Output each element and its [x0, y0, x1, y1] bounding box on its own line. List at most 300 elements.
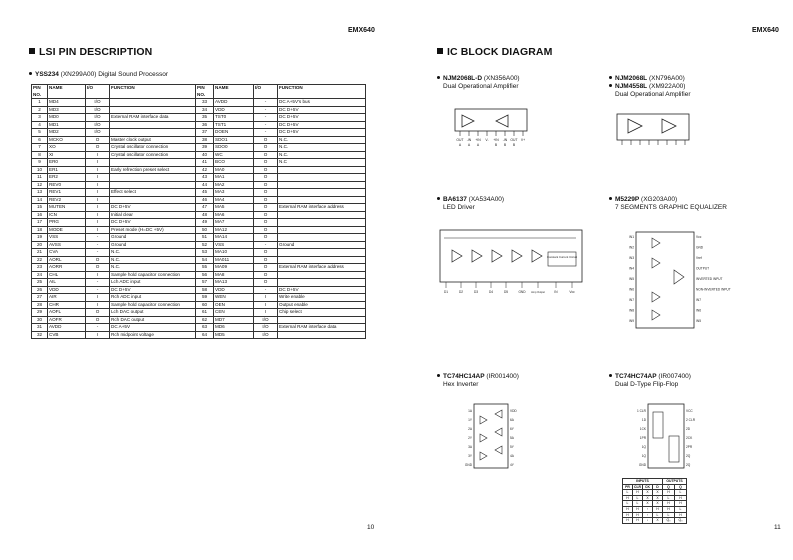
pin-label: GND — [696, 245, 704, 250]
pin-table-cell: AOFL — [48, 309, 86, 317]
pin-table-cell: N.C. — [110, 256, 196, 264]
left-section-title-text: LSI PIN DESCRIPTION — [39, 46, 153, 58]
pin-table-cell: AOFR — [48, 316, 86, 324]
pin-table-cell: O — [254, 166, 278, 174]
pin-table-cell: CVA — [48, 249, 86, 257]
pin-table-cell — [110, 106, 196, 114]
pin-table-cell: Output enable — [278, 301, 366, 309]
ic-caption-m5229p — [609, 196, 727, 212]
pin-table-cell: 3 — [32, 114, 48, 122]
pin-table-cell: I — [254, 301, 278, 309]
pin-sub-label: B — [512, 143, 516, 147]
pin-label: INVERTED INPUT — [696, 277, 723, 281]
pin-table-cell: O — [254, 174, 278, 182]
truth-table-cell: H — [663, 501, 675, 507]
truth-table-cell: X — [653, 495, 663, 501]
pin-label: OUT — [510, 138, 518, 142]
pin-table-cell: N.C. — [278, 144, 366, 152]
pin-table-cell — [278, 226, 366, 234]
pin-table-cell: O — [254, 271, 278, 279]
ic-caption-tc74hc74ap — [609, 373, 691, 389]
pin-table-cell: Chip select — [278, 309, 366, 317]
pin-table-cell: 53 — [196, 249, 214, 257]
pin-table-cell: AVSS — [48, 241, 86, 249]
pin-table-cell: OEN — [214, 301, 254, 309]
pin-label: 2A — [468, 427, 472, 431]
pin-table-cell: O — [254, 136, 278, 144]
ic-desc: LED Driver — [443, 204, 475, 211]
pin-label: IN3 — [629, 256, 634, 260]
pin-table-cell: O — [254, 151, 278, 159]
pin-table-cell: External RAM interface data — [110, 114, 196, 122]
truth-table — [622, 478, 687, 524]
ic-code: (XN356A00) — [483, 75, 520, 82]
pin-table-cell: 2 — [32, 106, 48, 114]
pin-table-cell: Ground — [110, 234, 196, 242]
pin-label: IN5 — [629, 277, 634, 281]
pin-label: 6A — [510, 418, 514, 422]
pin-label: 2Y — [468, 436, 472, 440]
pin-label: GND — [638, 463, 646, 467]
pin-table-cell: 55 — [196, 264, 214, 272]
pin-table-cell: Master clock output — [110, 136, 196, 144]
right-model-header: EMX640 — [752, 27, 779, 34]
truth-table-cell: L — [633, 501, 643, 507]
pin-table-cell: DC D+5V — [278, 114, 366, 122]
pin-table-cell: O — [86, 316, 110, 324]
pin-table-cell: 51 — [196, 234, 214, 242]
pin-table-cell: AORL — [48, 256, 86, 264]
pin-table-cell: 52 — [196, 241, 214, 249]
pin-table-cell — [278, 256, 366, 264]
bullet-icon — [437, 197, 440, 200]
bullet-icon — [609, 197, 612, 200]
left-model-header: EMX640 — [348, 27, 375, 34]
pin-table-cell: I — [254, 294, 278, 302]
truth-table-cell: X — [653, 501, 663, 507]
pin-table-cell: 56 — [196, 271, 214, 279]
truth-group-header: OUTPUTS — [663, 479, 687, 485]
pin-table-cell: 27 — [32, 294, 48, 302]
truth-table-cell: L — [675, 506, 687, 512]
pin-label: 2PR — [686, 445, 693, 449]
tc74hc14ap-diagram — [450, 402, 530, 472]
pin-table-cell: 8 — [32, 151, 48, 159]
left-section-title — [29, 46, 152, 58]
truth-table-cell: L — [675, 490, 687, 496]
truth-table-cell: H — [675, 495, 687, 501]
pin-table-cell: O — [254, 249, 278, 257]
pin-table-cell: N.C. — [278, 151, 366, 159]
ic-code: (XA534A00) — [468, 196, 505, 203]
pin-label: 2 CLR — [686, 418, 696, 422]
ic-caption-njm2068l — [609, 75, 691, 99]
pin-table-cell: MA3 — [214, 189, 254, 197]
inverter-5 — [495, 428, 502, 436]
truth-table-cell: H — [675, 501, 687, 507]
pin-table-row — [32, 256, 366, 264]
truth-col-header: CK — [643, 484, 653, 490]
header-cell: FUNCTION — [110, 85, 196, 99]
pin-table-cell: 5 — [32, 129, 48, 137]
buffer-2 — [652, 258, 660, 268]
truth-table-cell: ↑ — [643, 506, 653, 512]
pin-label: Vcc — [696, 235, 702, 239]
pin-label: GND — [518, 290, 526, 294]
pin-sub-label: B — [503, 143, 507, 147]
truth-table-cell: X — [643, 501, 653, 507]
pin-table-cell: ICN — [48, 211, 86, 219]
pin-label: D5 — [503, 290, 509, 294]
tc74hc74ap-diagram — [622, 402, 708, 472]
pin-table-row — [32, 121, 366, 129]
pin-label: D2 — [458, 290, 464, 294]
pin-table-cell: 59 — [196, 294, 214, 302]
pin-table-cell: External RAM interface data — [278, 324, 366, 332]
ic-name: NJM2068L-D — [443, 75, 483, 82]
ic-caption-tc74hc14ap — [437, 373, 519, 389]
pin-label: 1 CLR — [636, 409, 646, 413]
pin-table-cell: I/O — [86, 106, 110, 114]
pin-table-cell: AIL — [48, 279, 86, 287]
pin-sub-label: B — [494, 143, 498, 147]
truth-table-cell: X — [653, 518, 663, 524]
ic-name: TC74HC74AP — [615, 373, 657, 380]
truth-table-cell: L — [623, 490, 633, 496]
pin-table-cell: 60 — [196, 301, 214, 309]
pin-table-cell: DC A+5V's bus — [278, 99, 366, 107]
pin-table-cell: O — [254, 279, 278, 287]
pin-label: 2CK — [686, 436, 693, 440]
yss234-caption — [29, 71, 168, 79]
truth-col-header: PR — [623, 484, 633, 490]
pin-table-cell: Ground — [110, 241, 196, 249]
pin-table-cell: 37 — [196, 129, 214, 137]
pin-table-cell: O — [86, 309, 110, 317]
truth-table-cell: H — [623, 518, 633, 524]
pin-table-cell: 29 — [32, 309, 48, 317]
truth-table-cell: H — [663, 506, 675, 512]
pin-table-cell: - — [86, 234, 110, 242]
pin-table-cell: MCKO — [48, 136, 86, 144]
pin-table-cell: N.C — [278, 159, 366, 167]
pin-table-cell: DC D+5V — [278, 286, 366, 294]
comparator-3 — [492, 250, 502, 262]
truth-col-header: CLR — [634, 484, 641, 489]
pin-table-cell: 11 — [32, 174, 48, 182]
dual-opamp-schematic-2 — [614, 110, 694, 156]
pin-table-cell: 62 — [196, 316, 214, 324]
header-cell: I/O — [86, 85, 110, 99]
njm2068ld-diagram — [452, 105, 532, 153]
pin-table-cell: 10 — [32, 166, 48, 174]
ic-code: (XG203A00) — [641, 196, 678, 203]
pin-label: 1D — [641, 418, 646, 422]
pin-label: -IN — [502, 138, 508, 142]
pin-table-cell: O — [86, 144, 110, 152]
pin-table-row — [32, 286, 366, 294]
bullet-icon — [609, 84, 612, 87]
truth-table-cell: H — [623, 512, 633, 518]
pin-table-cell: Lch ADC input — [110, 279, 196, 287]
pin-table-cell: I — [86, 331, 110, 339]
pin-table-cell: MD2 — [48, 129, 86, 137]
pin-label: 2Q — [686, 463, 691, 467]
pin-table-cell — [110, 174, 196, 182]
pin-table-cell — [278, 166, 366, 174]
truth-table-cell: ↓ — [643, 518, 653, 524]
pin-table-row — [32, 144, 366, 152]
pin-table-cell: MA7 — [214, 219, 254, 227]
flip-flop-1 — [653, 412, 663, 438]
pin-label: VDD — [510, 409, 517, 413]
truth-table-cell: H — [675, 512, 687, 518]
pin-table-cell: ER2 — [48, 174, 86, 182]
pin-table-row — [32, 279, 366, 287]
pin-label: IN9 — [629, 319, 634, 323]
pin-label: GND — [464, 463, 472, 467]
pin-table-cell — [278, 234, 366, 242]
pin-table-header — [32, 85, 366, 99]
pin-table-cell: N.C. — [110, 249, 196, 257]
pin-table-cell — [110, 129, 196, 137]
opamp-a-symbol — [628, 119, 642, 133]
pin-label: 3Y — [468, 454, 472, 458]
ic-desc: Dual Operational Amplifier — [615, 91, 691, 98]
pin-table-cell: - — [86, 286, 110, 294]
opamp-b-symbol — [662, 119, 676, 133]
pin-table-cell: MD7 — [214, 316, 254, 324]
truth-col-header: Q — [675, 484, 687, 490]
pin-table-cell: TST0 — [214, 114, 254, 122]
pin-table-cell: MD0 — [48, 114, 86, 122]
header-cell: PIN NO. — [196, 85, 214, 99]
pin-label: 1Q — [641, 445, 646, 449]
pin-table-cell: VDD — [48, 286, 86, 294]
pin-table-row — [32, 234, 366, 242]
pin-table-cell: 9 — [32, 159, 48, 167]
pin-table-cell: Preset mode (H=DC +5V) — [110, 226, 196, 234]
truth-col-header: D — [653, 484, 663, 490]
bullet-icon — [29, 72, 32, 75]
pin-table-cell: CHR — [48, 301, 86, 309]
pin-label: NON-INVERTED INPUT — [696, 287, 731, 292]
truth-group-header: INPUTS — [623, 479, 663, 485]
pin-table-cell: 41 — [196, 159, 214, 167]
pin-table-cell: External RAM interface address — [278, 204, 366, 212]
truth-table-cell: Q₀ — [675, 518, 687, 524]
pin-table-cell: 16 — [32, 211, 48, 219]
pin-table-cell: WEN — [214, 294, 254, 302]
inverter-1 — [480, 416, 487, 424]
pin-table-cell: 24 — [32, 271, 48, 279]
pin-table-cell: I — [86, 159, 110, 167]
pin-label: 2Q — [686, 454, 691, 458]
buffer-3 — [652, 292, 660, 302]
pin-table-cell: VDD — [214, 106, 254, 114]
pin-table-cell: I — [86, 211, 110, 219]
pin-table-cell: REV1 — [48, 189, 86, 197]
ic-code-2: (XM922A00) — [648, 83, 686, 90]
pin-table-cell: AVDD — [214, 99, 254, 107]
pin-table-cell: 40 — [196, 151, 214, 159]
pin-table-row — [32, 324, 366, 332]
pin-table-cell: - — [254, 129, 278, 137]
truth-table-cell: H — [623, 506, 633, 512]
pin-table-cell: - — [86, 324, 110, 332]
square-bullet-icon — [29, 48, 35, 54]
pin-table-cell: - — [86, 249, 110, 257]
right-section-title-text: IC BLOCK DIAGRAM — [447, 46, 553, 58]
bullet-icon — [437, 76, 440, 79]
pin-table-cell: WC — [214, 151, 254, 159]
pin-table-cell: CEN — [214, 309, 254, 317]
ic-name: NJM2068L — [615, 75, 648, 82]
pin-table-cell: 26 — [32, 286, 48, 294]
pin-table-cell: DC D+5V — [278, 121, 366, 129]
bullet-icon — [609, 76, 612, 79]
pin-label: +IN — [493, 138, 499, 142]
pin-table-cell: O — [254, 204, 278, 212]
pin-table-cell: 19 — [32, 234, 48, 242]
pin-table-cell: MA6 — [214, 211, 254, 219]
pin-table-row — [32, 166, 366, 174]
buffer-4 — [652, 310, 660, 320]
inverter-6 — [495, 410, 502, 418]
pin-table-cell: O — [254, 159, 278, 167]
pin-table-cell: DC D+5V — [110, 204, 196, 212]
pin-label: V+ — [520, 138, 526, 142]
ic-code: (XN796A00) — [648, 75, 685, 82]
truth-table-cell: L — [623, 501, 633, 507]
pin-label: 1CK — [639, 427, 646, 431]
pin-label: 4A — [510, 454, 514, 458]
pin-table-cell: 43 — [196, 174, 214, 182]
pin-table-cell: I/O — [86, 129, 110, 137]
ic-caption-njm2068ld — [437, 75, 520, 91]
pin-table-cell: O — [254, 144, 278, 152]
comparator-4 — [512, 250, 522, 262]
pin-sub-label: A — [458, 143, 462, 147]
truth-table-cell: H — [633, 490, 643, 496]
flip-flop-2 — [669, 436, 679, 462]
opamp-b-symbol — [496, 115, 508, 127]
inverter-3 — [480, 452, 487, 460]
pin-table-cell: 34 — [196, 106, 214, 114]
pin-table-row — [32, 301, 366, 309]
pin-table-cell: Initial clear — [110, 211, 196, 219]
chip-desc: Digital Sound Processor — [98, 71, 168, 78]
pin-table-cell — [278, 174, 366, 182]
pin-table-row — [32, 249, 366, 257]
pin-table-row — [32, 114, 366, 122]
ic-caption-ba6137 — [437, 196, 504, 212]
truth-col-header: Q — [663, 484, 675, 490]
pin-table-cell: I — [86, 226, 110, 234]
pin-table-cell: BCO — [214, 159, 254, 167]
pin-label: 6Y — [510, 427, 514, 431]
pin-table-cell: 42 — [196, 166, 214, 174]
pin-table-cell: MA10 — [214, 249, 254, 257]
pin-label: VCC — [686, 409, 693, 413]
pin-table-cell: O — [254, 196, 278, 204]
pin-table — [31, 84, 366, 339]
pin-table-cell: O — [86, 264, 110, 272]
pin-table-cell: Ground — [278, 241, 366, 249]
pin-table-cell: O — [254, 211, 278, 219]
pin-label: 1A — [468, 409, 472, 413]
pin-table-cell: 15 — [32, 204, 48, 212]
pin-table-cell: Early refrection preset select — [110, 166, 196, 174]
pin-table-cell: I/O — [86, 114, 110, 122]
inverter-4 — [495, 446, 502, 454]
pin-table-cell — [278, 249, 366, 257]
pin-table-row — [32, 99, 366, 107]
chip-code: (XN299A00) — [60, 71, 97, 78]
pin-table-cell: N.C. — [278, 136, 366, 144]
pin-table-cell: I/O — [254, 331, 278, 339]
ic-name: TC74HC14AP — [443, 373, 485, 380]
pin-table-cell — [278, 271, 366, 279]
truth-table-cell: L — [653, 512, 663, 518]
truth-table-wrap — [622, 478, 687, 524]
pin-label: Vcc — [569, 290, 575, 294]
square-bullet-icon — [437, 48, 443, 54]
pin-table-cell: I — [86, 166, 110, 174]
pin-table-cell — [110, 159, 196, 167]
ic-desc: Hex Inverter — [443, 381, 479, 388]
truth-table-cell: Q₀ — [663, 518, 675, 524]
pin-table-cell: 49 — [196, 219, 214, 227]
pin-table-cell — [278, 219, 366, 227]
right-section-title — [437, 46, 552, 58]
inverter-2 — [480, 434, 487, 442]
truth-table-cell: ↑ — [643, 512, 653, 518]
truth-table-cell: H — [633, 518, 643, 524]
pin-table-cell: I/O — [254, 316, 278, 324]
pin-table-cell: 17 — [32, 219, 48, 227]
pin-table-cell: 61 — [196, 309, 214, 317]
pin-table-cell: 58 — [196, 286, 214, 294]
pin-table-cell: N.C. — [110, 264, 196, 272]
pin-table-cell: MA13 — [214, 279, 254, 287]
pin-table-cell: O — [254, 226, 278, 234]
truth-table-cell: H — [653, 506, 663, 512]
pin-table-cell: XO — [48, 144, 86, 152]
pin-table-cell: DC A+5V — [110, 324, 196, 332]
pin-table-cell: O — [86, 256, 110, 264]
pin-label: 4Y — [510, 463, 514, 467]
pin-table-cell — [278, 189, 366, 197]
pin-label: Amp Output — [531, 291, 545, 294]
pin-table-cell: 45 — [196, 189, 214, 197]
pin-table-cell — [110, 181, 196, 189]
pin-table-cell: 39 — [196, 144, 214, 152]
pin-table-cell: 4 — [32, 121, 48, 129]
truth-table-cell: X — [653, 490, 663, 496]
pin-table-row — [32, 219, 366, 227]
pin-label: V- — [485, 138, 489, 142]
bullet-icon — [437, 374, 440, 377]
pin-table-row — [32, 181, 366, 189]
pin-table-cell — [278, 316, 366, 324]
pin-table-cell — [110, 99, 196, 107]
pin-table-cell: I — [86, 174, 110, 182]
pin-table-cell: SDO0 — [214, 144, 254, 152]
chip-name: YSS234 — [35, 71, 59, 78]
header-cell: I/O — [254, 85, 278, 99]
header-cell: PIN NO. — [32, 85, 48, 99]
